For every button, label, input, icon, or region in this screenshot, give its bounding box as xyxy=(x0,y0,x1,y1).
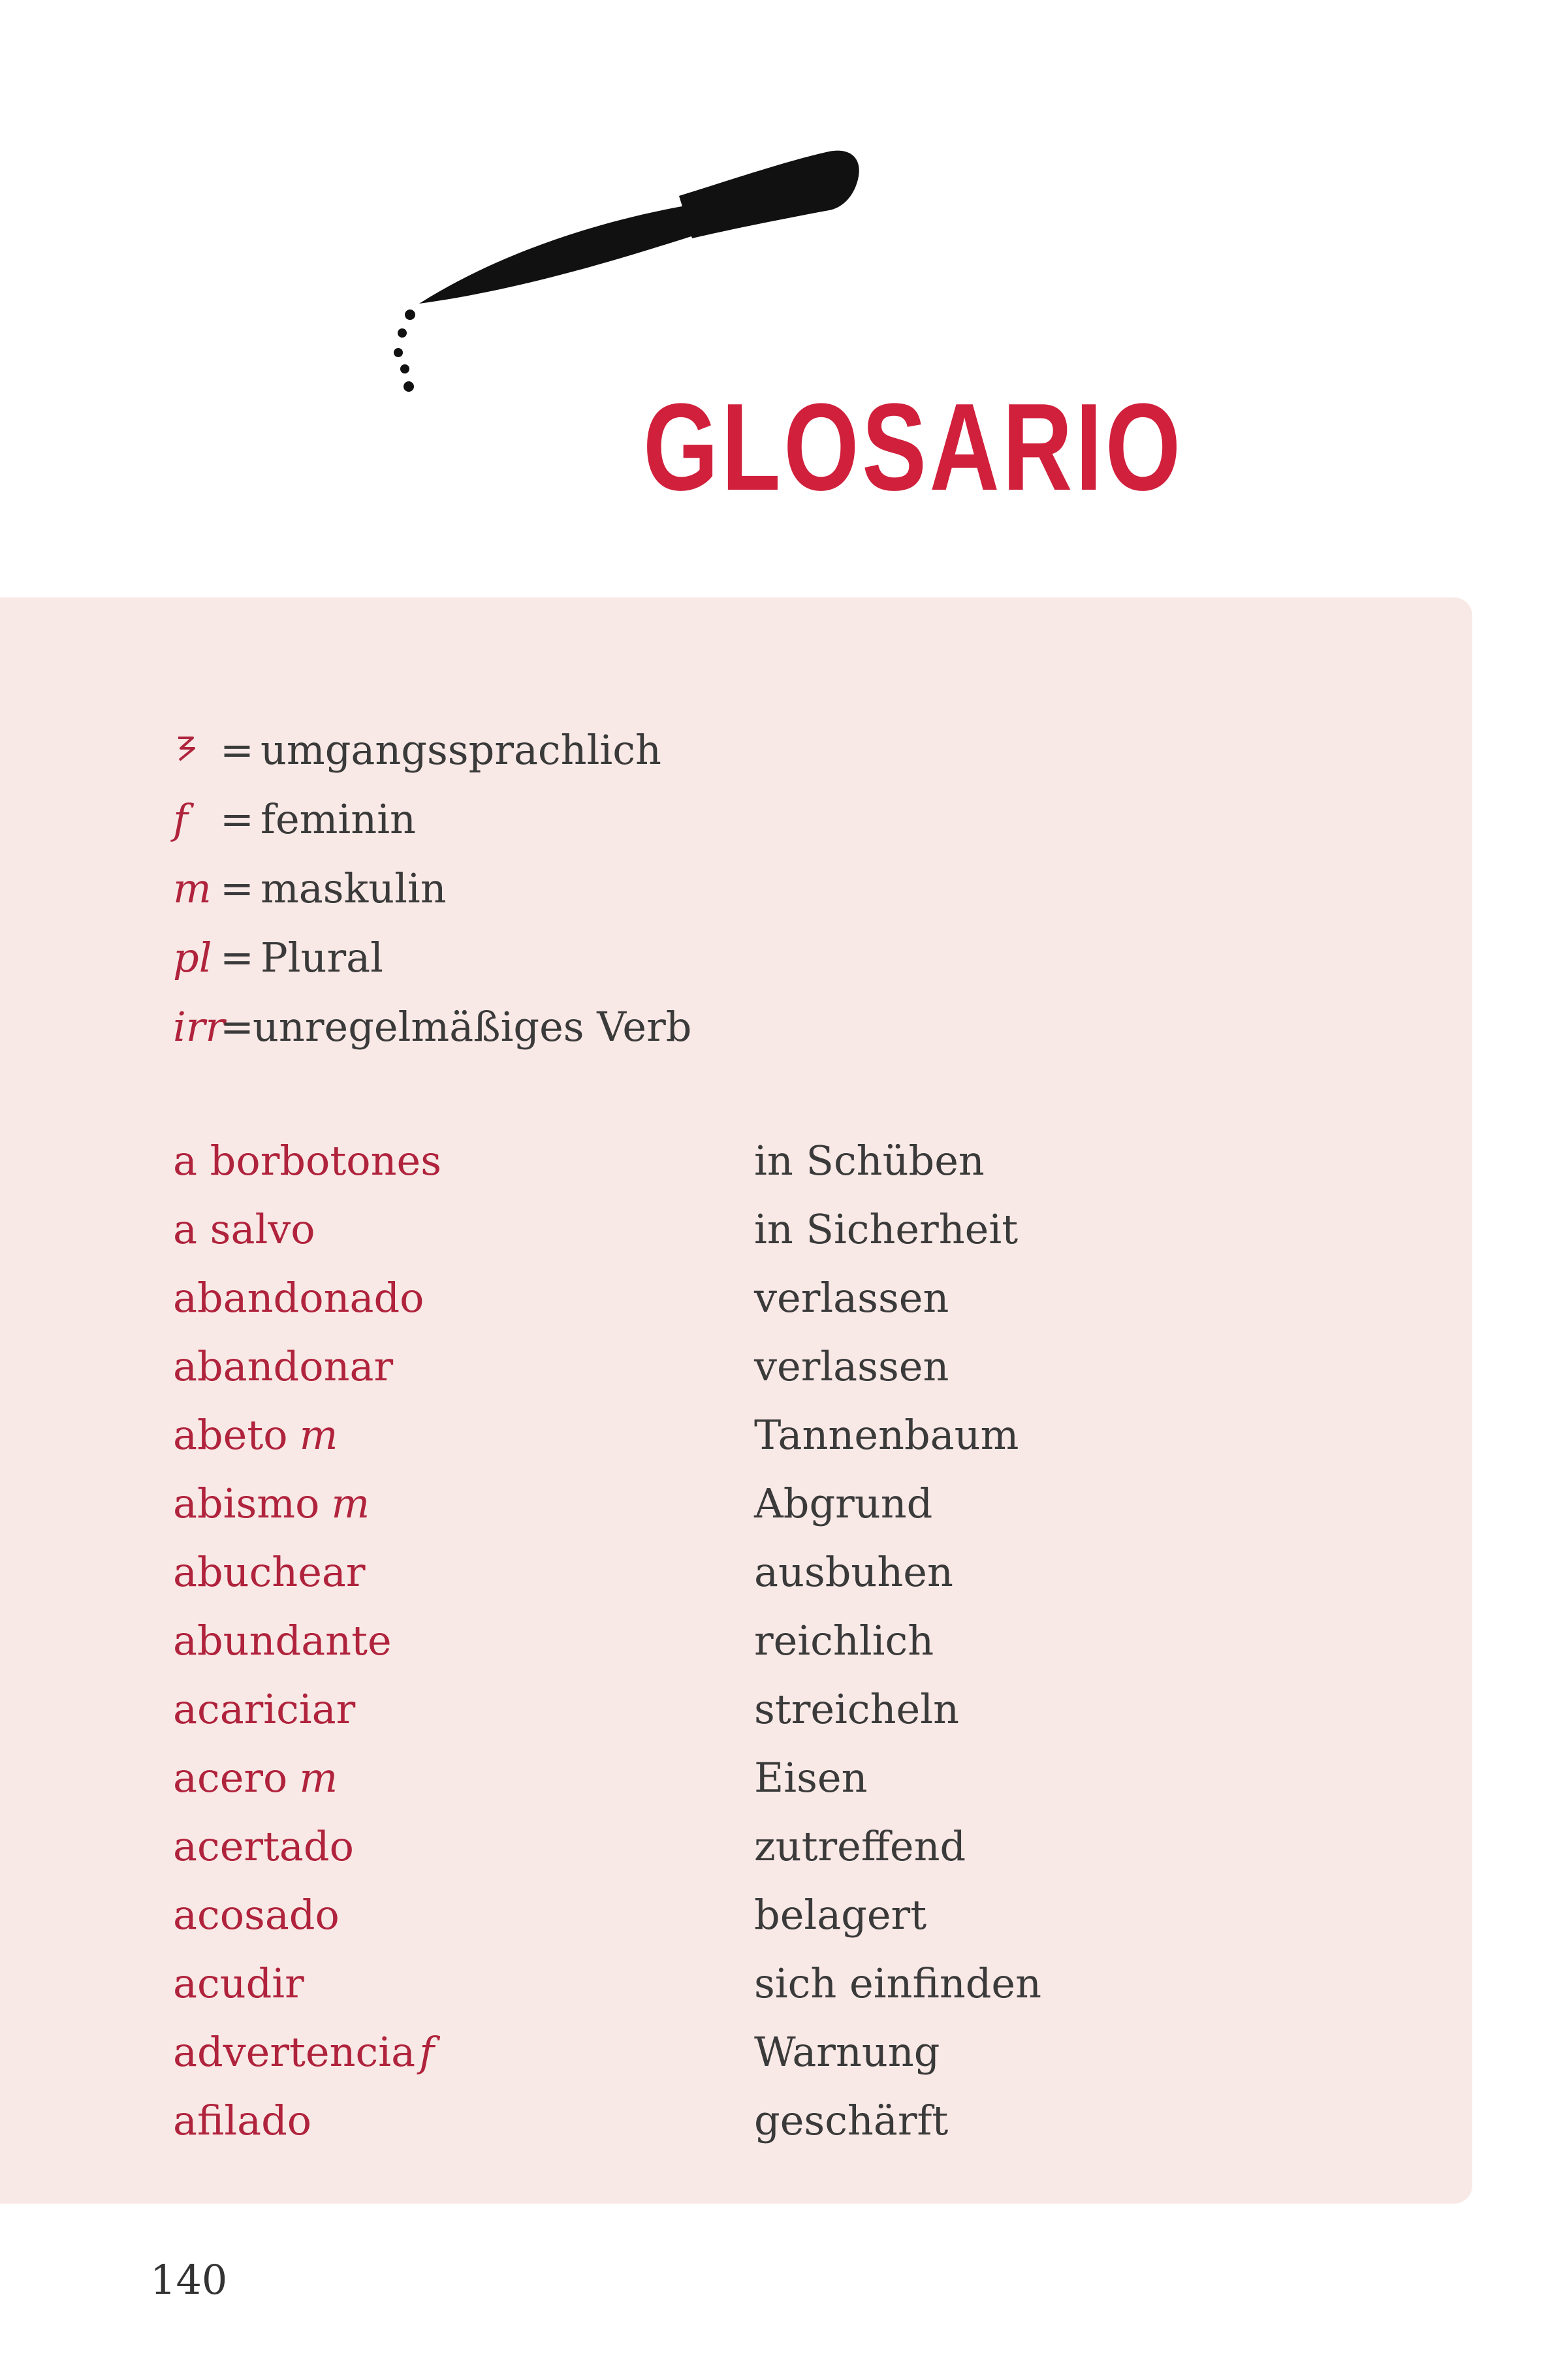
gender-marker: f xyxy=(419,2028,435,2076)
legend-row xyxy=(173,992,957,1061)
german-translation: verlassen xyxy=(754,1274,949,1322)
spanish-term xyxy=(173,1754,754,1801)
spanish-term xyxy=(173,1205,754,1253)
glossary-entry xyxy=(173,1263,1348,1332)
legend-abbr: pl xyxy=(173,933,212,981)
spanish-term xyxy=(173,1548,754,1596)
german-translation: belagert xyxy=(754,1891,927,1939)
spanish-term xyxy=(173,1822,754,1870)
spanish-word: acertado xyxy=(173,1822,354,1870)
legend-desc: umgangssprachlich xyxy=(261,725,661,774)
german-translation: streicheln xyxy=(754,1685,959,1733)
legend-row xyxy=(173,784,957,853)
glossary-entry xyxy=(173,1606,1348,1675)
glossary-entry xyxy=(173,1332,1348,1401)
spanish-term xyxy=(173,1960,754,2007)
spanish-term xyxy=(173,1342,754,1390)
spanish-word: abuchear xyxy=(173,1548,366,1596)
german-translation: sich einfinden xyxy=(754,1960,1042,2007)
spanish-word: acosado xyxy=(173,1891,340,1939)
gender-marker: m xyxy=(299,1411,338,1459)
legend-equals: = xyxy=(220,1002,254,1051)
german-translation: geschärft xyxy=(754,2097,949,2144)
spanish-word: abandonar xyxy=(173,1342,394,1390)
gender-marker: m xyxy=(299,1754,338,1801)
blood-drop xyxy=(405,309,415,320)
spanish-word: advertencia xyxy=(173,2028,416,2076)
glossary-entry xyxy=(173,1675,1348,1743)
blood-drop xyxy=(404,381,414,392)
spanish-term xyxy=(173,2028,754,2076)
colloquial-icon xyxy=(173,726,199,774)
legend-equals: = xyxy=(220,725,254,774)
legend-equals: = xyxy=(220,864,254,912)
spanish-term xyxy=(173,1274,754,1322)
legend-abbr: irr xyxy=(173,1002,225,1051)
glossary-entry xyxy=(173,1538,1348,1606)
spanish-term xyxy=(173,1411,754,1459)
german-translation: in Sicherheit xyxy=(754,1205,1019,1253)
knife-blade xyxy=(419,206,695,304)
blood-drop xyxy=(400,364,409,373)
legend-desc: Plural xyxy=(261,933,383,981)
page-number: 140 xyxy=(150,2256,228,2304)
german-translation: zutreffend xyxy=(754,1822,966,1870)
legend-desc: maskulin xyxy=(261,864,447,912)
glossary-entry xyxy=(173,2086,1348,2155)
spanish-term xyxy=(173,1891,754,1939)
spanish-term xyxy=(173,2097,754,2144)
spanish-word: acariciar xyxy=(173,1685,356,1733)
gender-marker: m xyxy=(331,1480,370,1527)
glossary-entries xyxy=(173,1126,1348,2155)
legend-equals: = xyxy=(220,933,254,981)
glossary-entry xyxy=(173,1880,1348,1949)
legend-equals: = xyxy=(220,795,254,843)
spanish-word: a borbotones xyxy=(173,1137,442,1184)
legend-abbr: m xyxy=(173,864,212,912)
legend-row xyxy=(173,853,957,923)
blood-drop xyxy=(398,328,407,338)
german-translation: ausbuhen xyxy=(754,1548,953,1596)
spanish-word: abundante xyxy=(173,1617,392,1664)
spanish-word: abeto xyxy=(173,1411,288,1459)
spanish-term xyxy=(173,1137,754,1184)
spanish-word: acudir xyxy=(173,1960,304,2007)
spanish-word: afilado xyxy=(173,2097,312,2144)
german-translation: Abgrund xyxy=(754,1480,933,1527)
glossary-entry xyxy=(173,1401,1348,1469)
glossary-entry xyxy=(173,1949,1348,2018)
abbreviation-legend xyxy=(173,715,957,1061)
legend-abbr: f xyxy=(173,795,188,843)
german-translation: Warnung xyxy=(754,2028,940,2076)
glossary-entry xyxy=(173,1812,1348,1880)
german-translation: verlassen xyxy=(754,1342,949,1390)
glossary-entry xyxy=(173,1743,1348,1812)
spanish-term xyxy=(173,1685,754,1733)
glossary-entry xyxy=(173,2018,1348,2086)
spanish-word: acero xyxy=(173,1754,288,1801)
spanish-term xyxy=(173,1617,754,1664)
legend-desc: unregelmäßiges Verb xyxy=(253,1002,692,1051)
spanish-term xyxy=(173,1480,754,1527)
spanish-word: a salvo xyxy=(173,1205,315,1253)
legend-row xyxy=(173,923,957,992)
legend-desc: feminin xyxy=(261,795,416,843)
blood-drop xyxy=(394,348,403,357)
knife-handle xyxy=(679,151,859,238)
spanish-word: abandonado xyxy=(173,1274,424,1322)
glossary-entry xyxy=(173,1195,1348,1263)
german-translation: Eisen xyxy=(754,1754,868,1801)
german-translation: Tannenbaum xyxy=(754,1411,1019,1459)
glossary-entry xyxy=(173,1469,1348,1538)
legend-row xyxy=(173,715,957,784)
spanish-word: abismo xyxy=(173,1480,320,1527)
german-translation: in Schüben xyxy=(754,1137,985,1184)
glossary-entry xyxy=(173,1126,1348,1195)
page-title: GLOSARIO xyxy=(643,378,1184,516)
legend-abbr xyxy=(173,726,220,774)
german-translation: reichlich xyxy=(754,1617,934,1664)
